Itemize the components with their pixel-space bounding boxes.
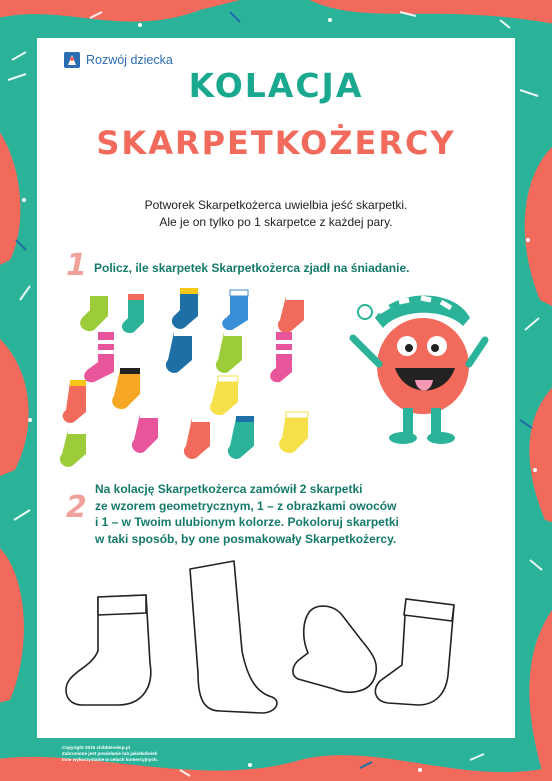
- sock-icon: [166, 330, 192, 373]
- intro-line: Potworek Skarpetkożerca uwielbia jeść skarpetki.: [144, 198, 408, 212]
- sock-icon: [122, 294, 144, 333]
- copyright-footer: [62, 745, 158, 762]
- sock-icon: [184, 416, 210, 459]
- page-title-line1: KOLACJA: [188, 66, 364, 105]
- task-instruction-line: w taki sposób, by one posmakowały Skarpetkożercy.: [95, 531, 397, 546]
- sock-icon: [278, 294, 304, 333]
- sock-icon: [63, 380, 86, 423]
- task-instruction: [95, 481, 399, 547]
- sock-icon: [222, 290, 248, 330]
- sock-icon: [210, 376, 238, 415]
- monster-illustration: [345, 268, 490, 458]
- sock-icon: [60, 428, 86, 467]
- sock-icon: [80, 290, 108, 331]
- task-instruction-line: ze wzorem geometrycznym, 1 – z obrazkami owoców: [95, 498, 397, 513]
- task-instruction-line: Na kolację Skarpetkożerca zamówił 2 skarpetki: [95, 482, 363, 496]
- footer-line: Copyright 2019 childdevelop.pl: [62, 745, 130, 750]
- task-instruction: Policz, ile skarpetek Skarpetkożerca zjadł na śniadanie.: [94, 261, 410, 275]
- task-instruction-line: i 1 – w Twoim ulubionym kolorze. Pokoloruj skarpetki: [95, 515, 399, 529]
- sock-icon: [228, 416, 254, 459]
- sock-icon: [270, 332, 292, 382]
- sock-icon: [84, 332, 114, 382]
- sock-icon: [172, 288, 198, 329]
- sock-icon: [132, 412, 158, 453]
- sock-outlines-to-color: [62, 555, 492, 725]
- footer-line: Zabronione jest powielanie lub jakiekolwiek: [62, 750, 158, 756]
- footer-line: inne wykorzystanie w celach komercyjnych.: [62, 756, 158, 762]
- brand-name: Rozwój dziecka: [86, 53, 173, 67]
- task-number: 2: [66, 490, 87, 525]
- sock-icon: [112, 368, 140, 409]
- intro-line: Ale je on tylko po 1 skarpetce z każdej pary.: [159, 215, 393, 229]
- sock-icon: [279, 412, 308, 453]
- sock-icon: [216, 330, 242, 373]
- page-title-line2: SKARPETKOŻERCY: [96, 124, 456, 162]
- sock-outline-2: [190, 561, 277, 713]
- sock-outline-1-cuff: [98, 595, 146, 615]
- intro-text: [0, 197, 552, 231]
- task-number: 1: [66, 248, 87, 283]
- socks-illustration: [58, 284, 338, 474]
- sock-outline-3: [293, 606, 376, 692]
